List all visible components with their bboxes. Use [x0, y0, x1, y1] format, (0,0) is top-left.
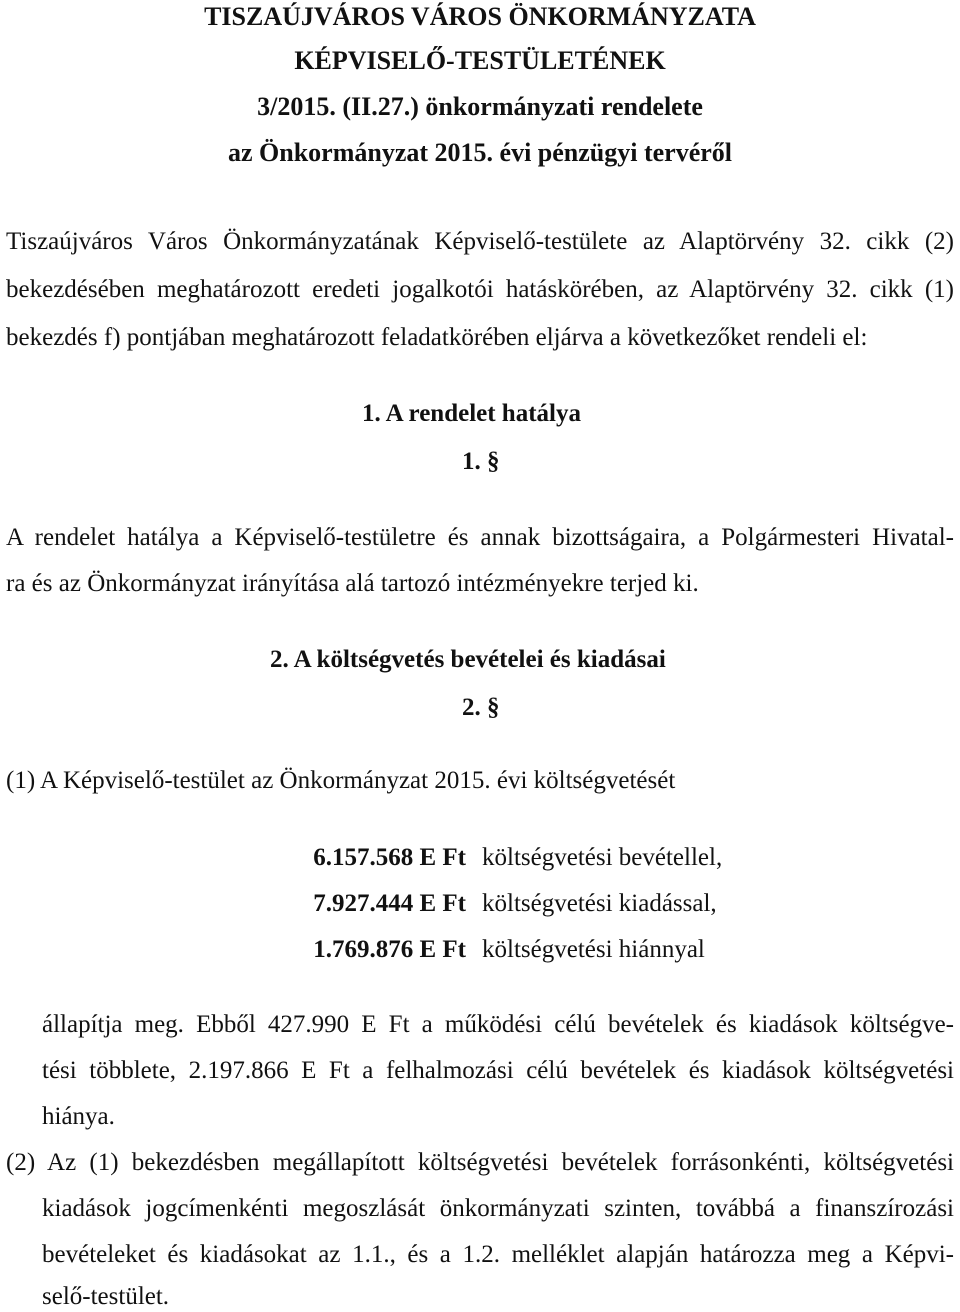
amount-revenue-desc: költségvetési bevétellel,	[482, 844, 723, 871]
paragraph-1-closing-line-1: állapítja meg. Ebből 427.990 E Ft a működési célú bevételek és kiadások költségve-	[42, 1011, 954, 1038]
section-1-line-2: ra és az Önkormányzat irányítása alá tartozó intézményekre terjed ki.	[6, 570, 699, 597]
paragraph-1-closing-line-2: tési többlete, 2.197.866 E Ft a felhalmozási célú bevételek és kiadások költségvetési	[42, 1057, 954, 1084]
paragraph-1-closing-line-3: hiánya.	[42, 1103, 115, 1130]
chapter-2-heading: 2. A költségvetés bevételei és kiadásai	[270, 646, 666, 673]
section-1-line-1: A rendelet hatálya a Képviselő-testületre és annak bizottságaira, a Polgármesteri Hivatal-	[6, 524, 954, 551]
title-line-4: az Önkormányzat 2015. évi pénzügyi tervéről	[227, 138, 733, 167]
title-line-3: 3/2015. (II.27.) önkormányzati rendelete	[257, 92, 703, 121]
paragraph-2-line-3: bevételeket és kiadásokat az 1.1., és a 1.2. melléklet alapján határozza meg a Képvi-	[42, 1241, 954, 1268]
paragraph-2-line-4: selő-testület.	[42, 1283, 170, 1310]
title-line-2: KÉPVISELŐ-TESTÜLETÉNEK	[294, 46, 666, 75]
amount-revenue-value: 6.157.568 E Ft	[313, 844, 466, 871]
title-line-1: TISZAÚJVÁROS VÁROS ÖNKORMÁNYZATA	[204, 2, 756, 31]
paragraph-2-line-2: kiadások jogcímenkénti megoszlását önkormányzati szinten, továbbá a finanszírozási	[42, 1195, 954, 1222]
preamble-line-2: bekezdésében meghatározott eredeti jogalkotói hatáskörében, az Alaptörvény 32. cikk (1)	[6, 276, 954, 303]
chapter-1-heading: 1. A rendelet hatálya	[362, 400, 581, 427]
amount-deficit-value: 1.769.876 E Ft	[313, 936, 466, 963]
preamble-line-1: Tiszaújváros Város Önkormányzatának Képviselő-testülete az Alaptörvény 32. cikk (2)	[6, 228, 954, 255]
section-1-heading: 1. §	[462, 448, 500, 475]
amount-deficit-desc: költségvetési hiánnyal	[482, 936, 705, 963]
preamble-line-3: bekezdés f) pontjában meghatározott feladatkörében eljárva a következőket rendeli el:	[6, 324, 868, 351]
paragraph-1-intro: (1) A Képviselő-testület az Önkormányzat 2015. évi költségvetését	[6, 767, 676, 794]
section-2-heading: 2. §	[462, 694, 500, 721]
amount-expense-desc: költségvetési kiadással,	[482, 890, 717, 917]
paragraph-2-line-1: (2) Az (1) bekezdésben megállapított költségvetési bevételek forrásonkénti, költségvetési	[6, 1149, 954, 1176]
amount-expense-value: 7.927.444 E Ft	[313, 890, 466, 917]
